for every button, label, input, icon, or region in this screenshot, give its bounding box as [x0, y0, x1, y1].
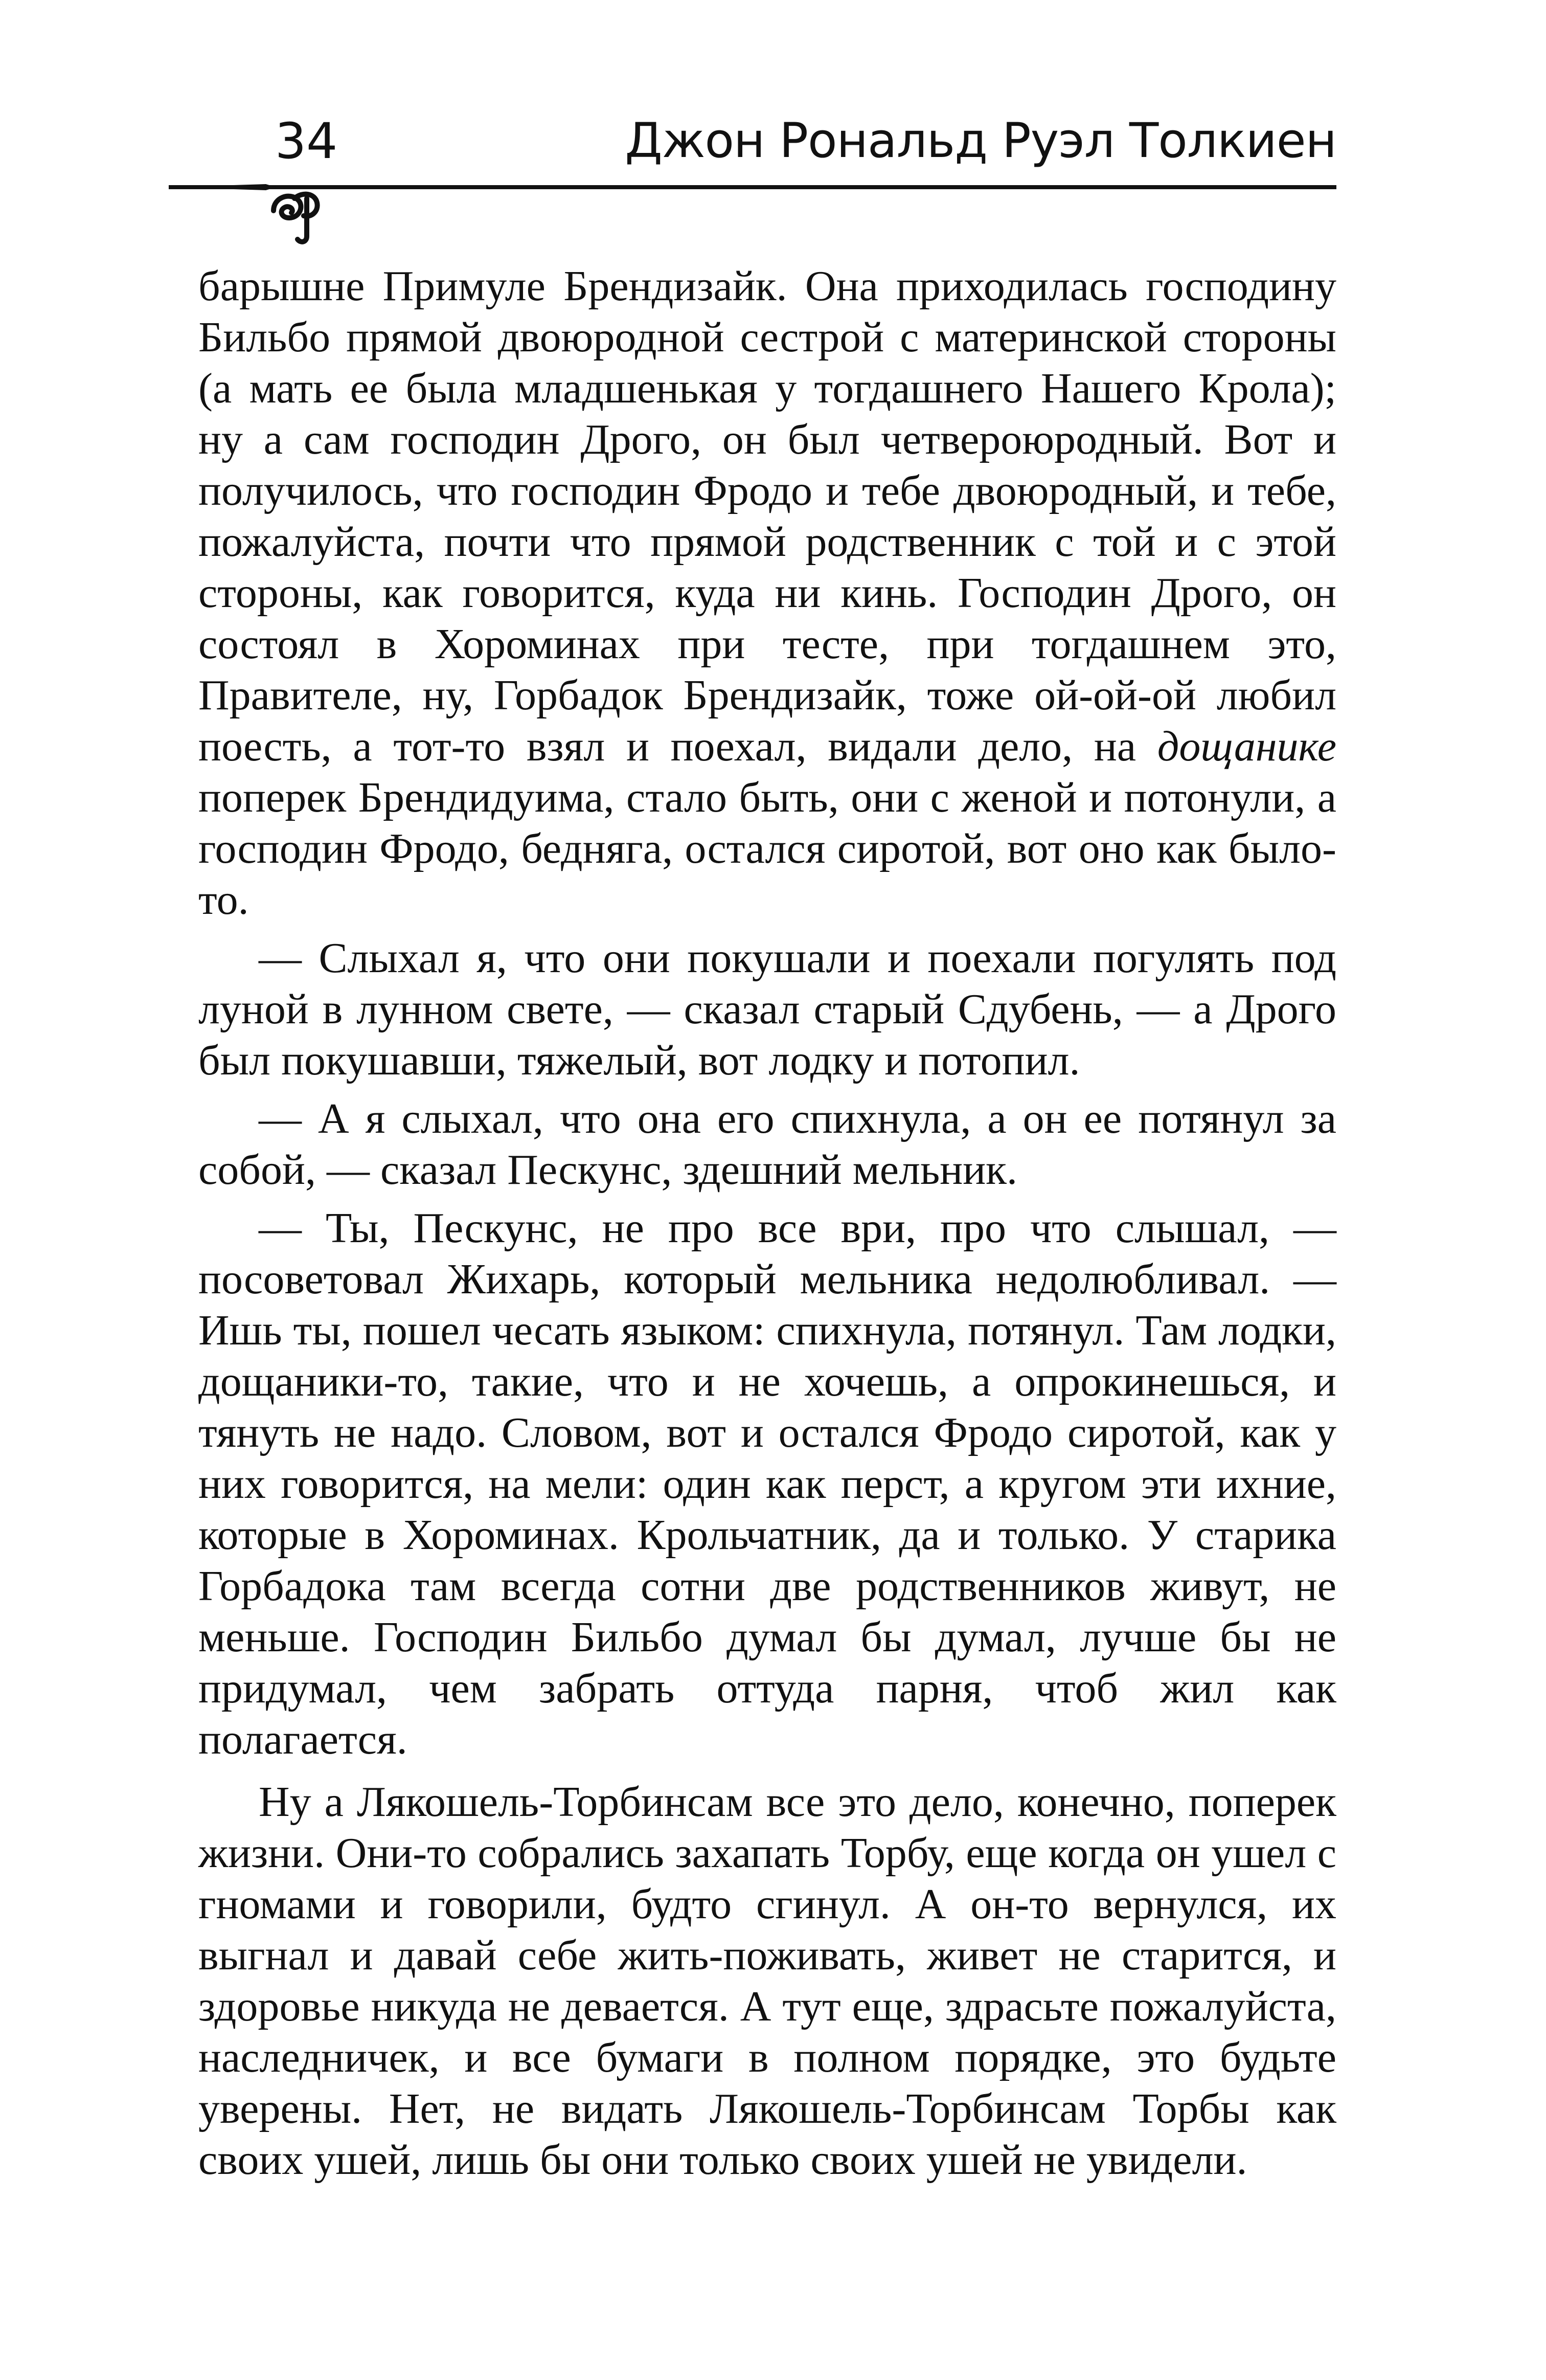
paragraph-2: — Слыхал я, что они покушали и поехали погулять под луной в лунном свете, — сказал старый Сдубень, — а Дрого был покушавши, тяжелый, вот лодку и потопил. — [198, 934, 1336, 1084]
paragraph-3: — А я слыхал, что она его спихнула, а он ее потянул за собой, — сказал Пескунс, здешний мельник. — [198, 1095, 1336, 1194]
ornament-icon — [169, 169, 332, 245]
paragraph-5: Ну а Лякошель-Торбинсам все это дело, конечно, поперек жизни. Они-то собрались захапать Торбу, еще когда он ушел с гномами и говорили, будто сгинул. А он-то вернулся, их выгнал и давай себе жить-поживать, живет не старится, и здоровье никуда не девается. А тут еще, здрасьте пожалуйста, наследничек, и все бумаги в полном порядке, это будьте уверены. Нет, не видать Лякошель-Торбинсам Торбы как своих ушей, лишь бы они только своих ушей не увидели. — [198, 1778, 1336, 2184]
page-number: 34 — [275, 113, 338, 170]
arrow-left-icon — [169, 184, 276, 190]
italic-word: дощанике — [1157, 723, 1336, 770]
paragraph-1-text: барышне Примуле Брендизайк. Она приходилась господину Бильбо прямой двоюродной сестрой с материнской стороны (а мать ее была младшенькая у тогдашнего Нашего Крола); ну а сам господин Дрого, он был четвероюродный. Вот и получилось, что господин Фродо и тебе двоюродный, и тебе, пожалуйста, почти что прямой родственник с той и с этой стороны, как говорится, куда ни кинь. Господин Дрого, он состоял в Хороминах при тесте, при тогдашнем это, Правителе, ну, Горбадок Брендизайк, тоже ой-ой-ой любил поесть, а тот-то взял и поехал, видали дело, на — [198, 262, 1336, 770]
running-head: Джон Рональд Руэл Толкиен — [625, 113, 1336, 169]
paragraph-1 — [198, 261, 1336, 926]
page-header — [169, 114, 1336, 170]
paragraph-4: — Ты, Пескунс, не про все ври, про что слышал, — посоветовал Жихарь, который мельника недолюбливал. — Ишь ты, пошел чесать языком: спихнула, потянул. Там лодки, дощаники-то, такие, что и не хочешь, а опрокинешься, и тянуть не надо. Словом, вот и остался Фродо сиротой, как у них говорится, на мели: один как перст, а кругом эти ихние, которые в Хороминах. Крольчатник, да и только. У старика Горбадока там всегда сотни две родственников живут, не меньше. Господин Бильбо думал бы думал, лучше бы не придумал, чем забрать оттуда парня, чтоб жил как полагается. — [198, 1204, 1336, 1763]
text-block — [198, 261, 1336, 2186]
header-rule — [169, 185, 1336, 189]
paragraph-1-end: поперек Брендидуима, стало быть, они с женой и потонули, а господин Фродо, бедняга, остался сиротой, вот оно как было-то. — [198, 774, 1336, 924]
